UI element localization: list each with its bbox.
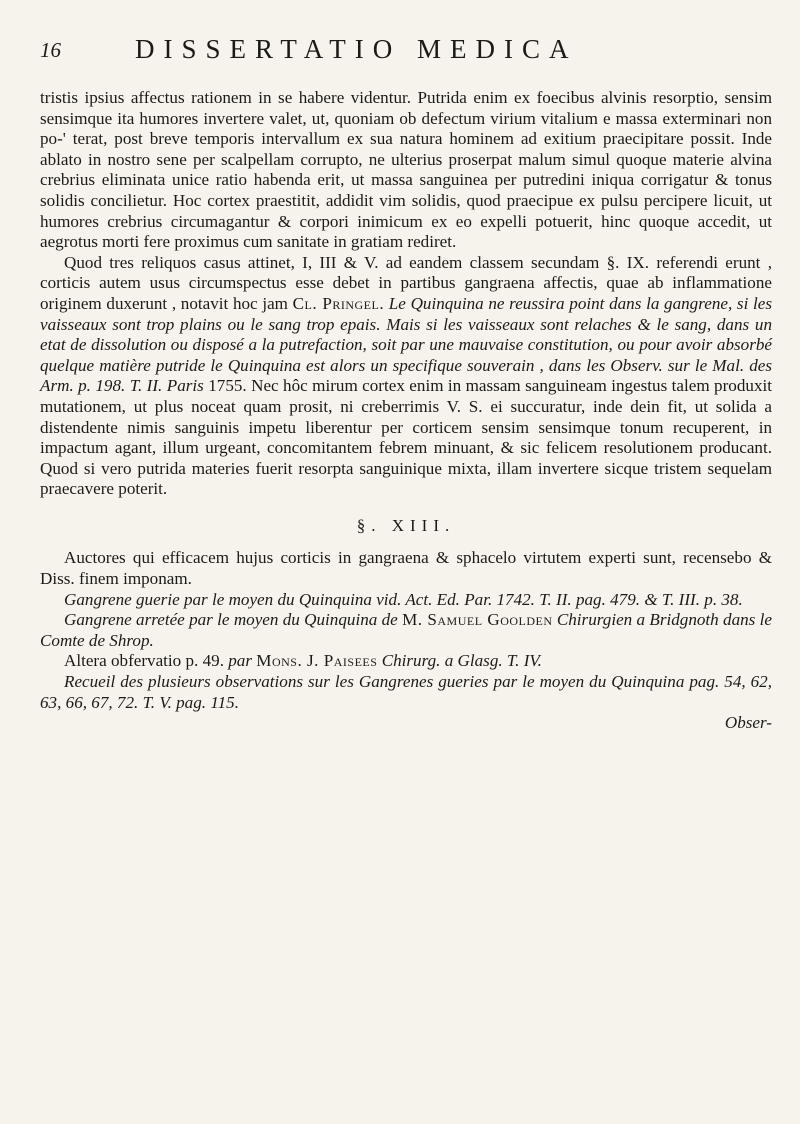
author-pringel: Cl. Pringel. bbox=[292, 293, 385, 313]
reference-3-text-a: Altera obfervatio p. 49. bbox=[64, 651, 229, 671]
paragraph-2-text-a: Quod tres reliquos casus attinet, I, III & V. ad eandem classem secundam §. IX. referendi erunt , corticis autem usus circumspectus esse debet in partibus gangraena affectis, quae ab inflammatione originem duxerunt , notavit hoc jam bbox=[40, 252, 772, 313]
paragraph-1: tristis ipsius affectus rationem in se habere videntur. Putrida enim ex foecibus alvinis resorptio, sensim sensimque ita humores invertere valet, ut, quoniam ob defectum virium vitalium e massa exterminari non po-' terat, post breve temporis intervallum ex sua natura hominem ad exitium praecipitare possit. Inde ablato in nostro sene per scalpellam corrupto, ne ulterius proserpat malum simul quoque materie alvina crebrius eliminata unice ratio habenda erit, ut massa sanguinea per putredini iniqua corrigatur & tonus solidis concilietur. Hoc cortex praestitit, addidit vim solidis, quod praecipue ex pulsu percipere licuit, ut humores crebrius circumagantur & corpori inimicum ex eo expelli potuerit, hinc quoque accedit, ut aegrotus morti fere proximus cum sanitate in gratiam rediret. bbox=[40, 88, 772, 252]
paragraph-3: Auctores qui efficacem hujus corticis in gangraena & sphacelo virtutem experti sunt, recensebo & Diss. finem imponam. bbox=[40, 548, 772, 589]
reference-1-text: Gangrene guerie par le moyen du Quinquina vid. Act. Ed. Par. 1742. T. II. pag. 479. & T. III. p. 38. bbox=[64, 589, 743, 609]
paragraph-2-text-b: 1755. Nec hôc mirum cortex enim in massam sanguineam ingestus talem produxit mutationem, ut plus noceat quam prosit, ni creberrimis V. S. ei succuratur, inde dein fit, ut solida a distendente nimis sanguinis impetu liberentur per corticem sensim sensimque tonum recuperent, in impactum agant, illum urgeant, concomitantem febrem minuant, & sic felicem resolutionem producant. Quod si vero putrida materies fuerit resorpta sanguinique mixta, illam invertere sicque tristem sequelam praecavere poterit. bbox=[40, 376, 772, 499]
reference-3 bbox=[40, 651, 772, 672]
reference-3-author: Mons. J. Paisees bbox=[256, 651, 378, 671]
section-heading: §. XIII. bbox=[356, 515, 456, 535]
reference-3-par: par bbox=[228, 651, 257, 671]
reference-2-place: Chirurgien a Bridgnoth dans le Comte de Shrop. bbox=[40, 610, 772, 650]
paragraph-2 bbox=[40, 253, 772, 500]
reference-1 bbox=[40, 590, 772, 611]
reference-3-text-c: Chirurg. a Glasg. T. IV. bbox=[377, 651, 542, 671]
reference-4 bbox=[40, 672, 772, 713]
reference-2-author: M. Samuel Goolden bbox=[402, 610, 553, 630]
page-header bbox=[40, 30, 770, 70]
reference-2-title: Gangrene arretée par le moyen du Quinquina de bbox=[64, 610, 403, 630]
running-title: DISSERTATIO MEDICA bbox=[135, 34, 578, 64]
catchword: Obser- bbox=[724, 713, 772, 733]
page-number: 16 bbox=[40, 38, 61, 62]
reference-2 bbox=[40, 610, 772, 651]
reference-4-text: Recueil des plusieurs observations sur les Gangrenes gueries par le moyen du Quinquina pag. 54, 62, 63, 66, 67, 72. T. V. pag. 115. bbox=[40, 672, 772, 712]
page-body bbox=[40, 88, 772, 734]
french-quotation: Le Quinquina ne reussira point dans la gangrene, si les vaisseaux sont trop plains ou le sang trop epais. Mais si les vaisseaux sont relaches & le sang, dans un etat de dissolution ou disposé a la putrefaction, soit par une mauvaise constitution, ou pour avoir absorbé quelque matière putride le Quinquina est alors un specifique souverain , dans les Observ. sur le Mal. des Arm. p. 198. T. II. Paris bbox=[40, 293, 772, 396]
